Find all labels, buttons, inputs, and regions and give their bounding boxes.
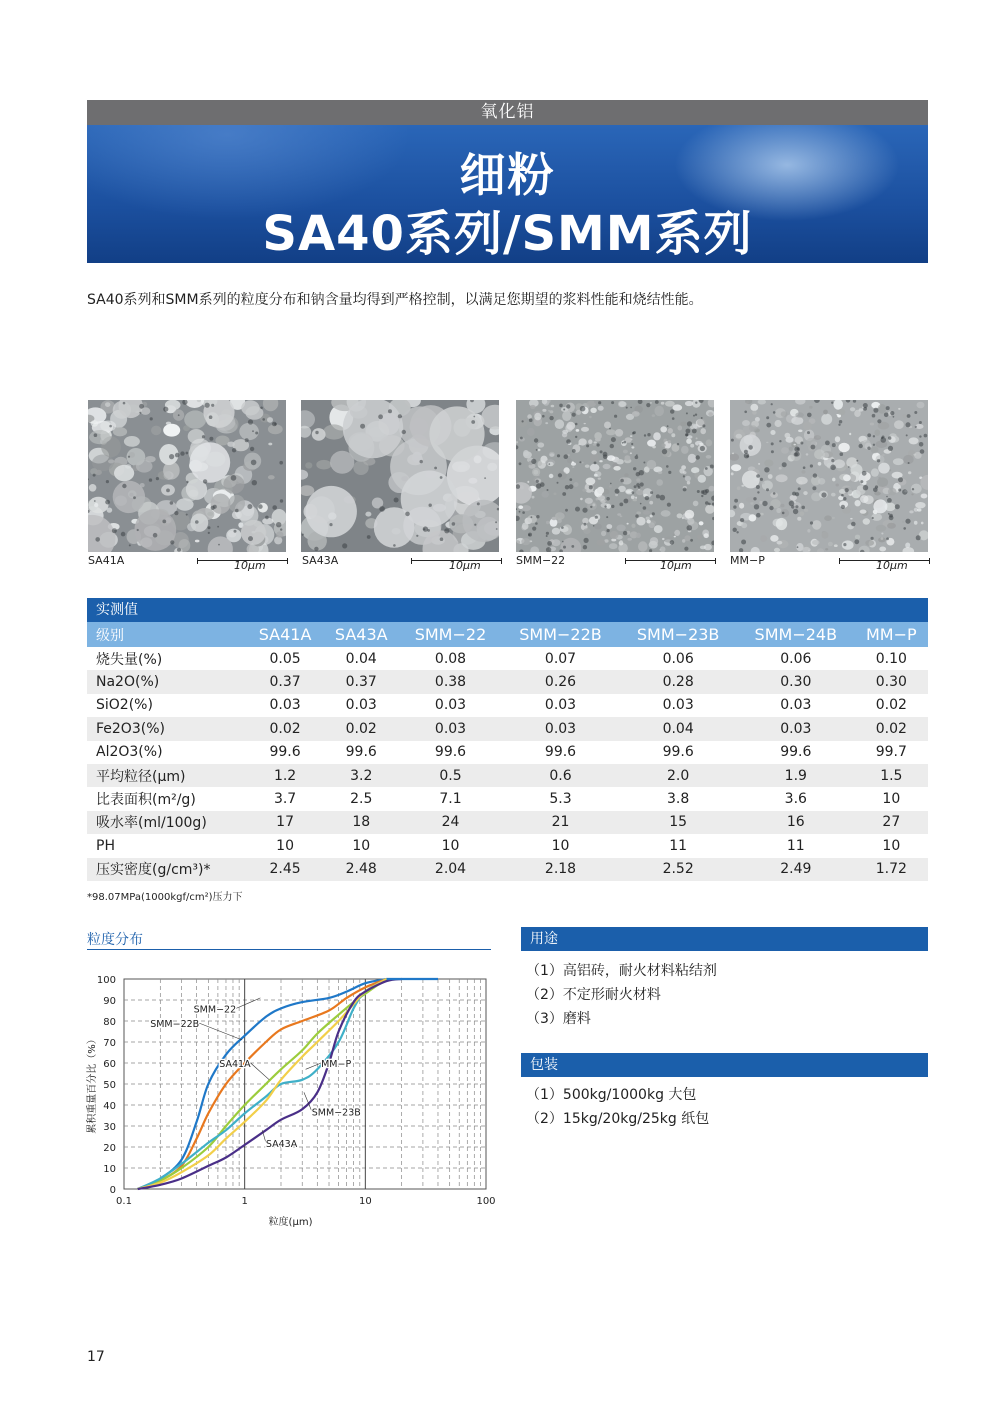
table-cell: 99.6: [780, 744, 812, 761]
micrograph-label: MM−P: [730, 554, 765, 567]
table-cell: 11: [786, 837, 805, 854]
table-cell: 0.28: [619, 670, 737, 693]
y-tick-label: 40: [103, 1101, 116, 1112]
category-label: 氧化铝: [480, 102, 535, 122]
table-cell: 0.03: [502, 717, 620, 740]
table-cell: 0.03: [345, 697, 377, 714]
list-item: （3）磨料: [526, 1011, 591, 1027]
micrograph-sa43a: [301, 400, 499, 552]
micrograph-label: SA43A: [302, 554, 339, 567]
property-name: Fe2O3(%): [87, 717, 247, 740]
table-cell: 99.6: [662, 744, 694, 761]
property-name: SiO2(%): [96, 697, 153, 714]
table-cell: 99.6: [269, 744, 301, 761]
table-cell: 99.7: [875, 744, 907, 761]
plot-frame: [124, 979, 486, 1189]
page-number: 17: [87, 1349, 105, 1365]
table-cell: 17: [247, 811, 323, 834]
micrograph-texture: [301, 400, 499, 552]
y-tick-label: 60: [103, 1059, 116, 1070]
table-cell: 0.37: [323, 670, 399, 693]
table-cell: 0.03: [737, 717, 855, 740]
table-cell: 1.72: [855, 858, 928, 881]
table-cell: 10: [551, 837, 570, 854]
table-cell: 0.10: [875, 650, 907, 667]
micrograph-texture: [88, 400, 286, 552]
table-cell: 0.03: [399, 717, 501, 740]
table-cell: 0.06: [662, 650, 694, 667]
grade-header: SMM−22B: [502, 622, 620, 647]
y-tick-label: 100: [96, 975, 116, 986]
table-cell: 99.6: [544, 744, 577, 761]
table-cell: 1.9: [737, 764, 855, 787]
table-cell: 10: [352, 837, 371, 854]
table-cell: 15: [619, 811, 737, 834]
micrograph-smm22: [516, 400, 714, 552]
scale-label: 10μm: [876, 559, 908, 572]
table-cell: 7.1: [439, 791, 462, 808]
table-cell: 3.6: [784, 791, 807, 808]
table-cell: 3.2: [323, 764, 399, 787]
scale-label: 10μm: [660, 559, 692, 572]
table-cell: 3.8: [667, 791, 690, 808]
property-name: 平均粒径(μm): [87, 764, 247, 787]
list-item: （2）不定形耐火材料: [526, 987, 661, 1003]
packaging-heading: 包装: [521, 1053, 928, 1077]
scale-label: 10μm: [234, 559, 266, 572]
x-tick-label: 100: [476, 1196, 496, 1207]
table-row: [87, 647, 928, 670]
table-cell: 0.04: [345, 650, 377, 667]
table-row: [87, 764, 928, 787]
table-cell: 1.5: [855, 764, 928, 787]
table-row: [87, 787, 928, 810]
table-cell: 0.03: [780, 697, 812, 714]
y-tick-label: 90: [103, 996, 116, 1007]
measured-values-table: [87, 622, 928, 881]
psd-chart: [86, 968, 506, 1230]
pressure-footnote: *98.07MPa(1000kgf/cm²)压力下: [87, 892, 243, 903]
table-cell: 2.0: [619, 764, 737, 787]
y-tick-label: 20: [103, 1143, 116, 1154]
series-label: SA41A: [219, 1059, 251, 1070]
table-cell: 2.45: [247, 858, 323, 881]
series-label: SMM−23B: [311, 1107, 361, 1119]
table-cell: 0.02: [855, 717, 928, 740]
table-cell: 0.38: [399, 670, 501, 693]
table-cell: 2.52: [619, 858, 737, 881]
table-cell: 0.02: [875, 697, 907, 714]
grade-header: MM−P: [855, 622, 928, 647]
list-item: （2）15kg/20kg/25kg 纸包: [526, 1111, 710, 1127]
table-cell: 0.07: [544, 650, 577, 667]
table-cell: 0.04: [619, 717, 737, 740]
property-name: 吸水率(ml/100g): [87, 811, 247, 834]
table-cell: 0.03: [544, 697, 577, 714]
series-label: SMM−22B: [150, 1019, 200, 1031]
grade-header: SMM−24B: [737, 622, 855, 647]
table-cell: 0.30: [737, 670, 855, 693]
grade-header: SMM−22: [399, 622, 501, 647]
table-cell: 0.6: [502, 764, 620, 787]
table-cell: 0.5: [399, 764, 501, 787]
packaging-list: [526, 1083, 709, 1131]
intro-text: SA40系列和SMM系列的粒度分布和钠含量均得到严格控制，以满足您期望的浆料性能和烧结性能。: [87, 292, 703, 308]
table-row: [87, 670, 928, 693]
measured-values-heading: 实测值: [87, 598, 928, 622]
micrograph-label: SMM−22: [516, 554, 566, 567]
table-cell: 2.04: [399, 858, 501, 881]
table-cell: 10: [882, 791, 901, 808]
list-item: （1）500kg/1000kg 大包: [526, 1087, 697, 1103]
x-tick-label: 0.1: [116, 1196, 132, 1207]
page-title-line2: SA40系列/SMM系列: [262, 206, 753, 262]
table-cell: 27: [855, 811, 928, 834]
psd-heading: 粒度分布: [87, 929, 491, 950]
micrograph-sa41a: [88, 400, 286, 552]
table-cell: 11: [669, 837, 688, 854]
table-cell: 0.05: [269, 650, 301, 667]
y-tick-label: 30: [103, 1122, 116, 1133]
table-cell: 21: [502, 811, 620, 834]
table-cell: 2.48: [323, 858, 399, 881]
table-cell: 3.7: [273, 791, 297, 808]
table-row: [87, 858, 928, 881]
table-cell: 16: [737, 811, 855, 834]
series-label: MM−P: [321, 1059, 352, 1070]
table-row: [87, 694, 928, 717]
table-cell: 0.37: [247, 670, 323, 693]
property-name: Na2O(%): [87, 670, 247, 693]
table-cell: 0.26: [502, 670, 620, 693]
table-row: [87, 741, 928, 764]
scale-label: 10μm: [449, 559, 481, 572]
micrograph-mmp: [730, 400, 928, 552]
y-tick-label: 80: [103, 1017, 116, 1028]
list-item: （1）高铝砖，耐火材料粘结剂: [526, 963, 717, 979]
grade-label: 级别: [87, 622, 247, 647]
table-cell: 10: [441, 837, 460, 854]
table-row: [87, 811, 928, 834]
uses-heading: 用途: [521, 927, 928, 951]
table-cell: 10: [276, 837, 294, 854]
table-cell: 99.6: [434, 744, 467, 761]
y-tick-label: 0: [109, 1185, 116, 1196]
table-cell: 18: [323, 811, 399, 834]
table-cell: 0.02: [323, 717, 399, 740]
grade-header: SA43A: [323, 622, 399, 647]
title-banner: [87, 125, 928, 263]
micrograph-label: SA41A: [88, 554, 125, 567]
table-cell: 99.6: [345, 744, 377, 761]
x-tick-label: 10: [358, 1196, 372, 1207]
table-cell: 10: [882, 837, 901, 854]
page-title-line1: 细粉: [459, 148, 556, 202]
grade-header: SA41A: [247, 622, 323, 647]
table-row: [87, 834, 928, 857]
table-cell: 0.03: [434, 697, 467, 714]
y-tick-label: 50: [103, 1080, 116, 1091]
table-row: [87, 717, 928, 740]
property-name: 比表面积(m²/g): [96, 792, 196, 809]
property-name: 压实密度(g/cm³)*: [87, 858, 247, 881]
table-cell: 0.06: [780, 650, 812, 667]
table-cell: 24: [399, 811, 501, 834]
table-cell: 0.02: [247, 717, 323, 740]
uses-list: [526, 959, 717, 1031]
property-name: PH: [96, 837, 115, 854]
series-label: SA43A: [265, 1138, 298, 1150]
table-header-row: [87, 622, 928, 647]
table-cell: 0.03: [269, 697, 301, 714]
table-cell: 2.49: [737, 858, 855, 881]
table-cell: 2.5: [350, 791, 373, 808]
micrograph-texture: [516, 400, 714, 552]
table-cell: 0.30: [855, 670, 928, 693]
grade-header: SMM−23B: [619, 622, 737, 647]
x-axis-label: 粒度(μm): [268, 1217, 313, 1228]
property-name: Al2O3(%): [96, 744, 163, 761]
table-cell: 1.2: [247, 764, 323, 787]
y-tick-label: 10: [103, 1164, 116, 1175]
micrograph-texture: [730, 400, 928, 552]
category-bar: [87, 100, 928, 125]
property-name: 烧失量(%): [96, 651, 163, 668]
table-cell: 0.03: [662, 697, 694, 714]
table-cell: 0.08: [434, 650, 467, 667]
table-cell: 5.3: [549, 791, 572, 808]
series-label: SMM−22: [193, 1004, 237, 1016]
y-tick-label: 70: [103, 1038, 116, 1049]
x-tick-label: 1: [241, 1196, 248, 1207]
y-axis-label: 累积重量百分比（%）: [87, 1034, 98, 1134]
table-cell: 2.18: [502, 858, 620, 881]
